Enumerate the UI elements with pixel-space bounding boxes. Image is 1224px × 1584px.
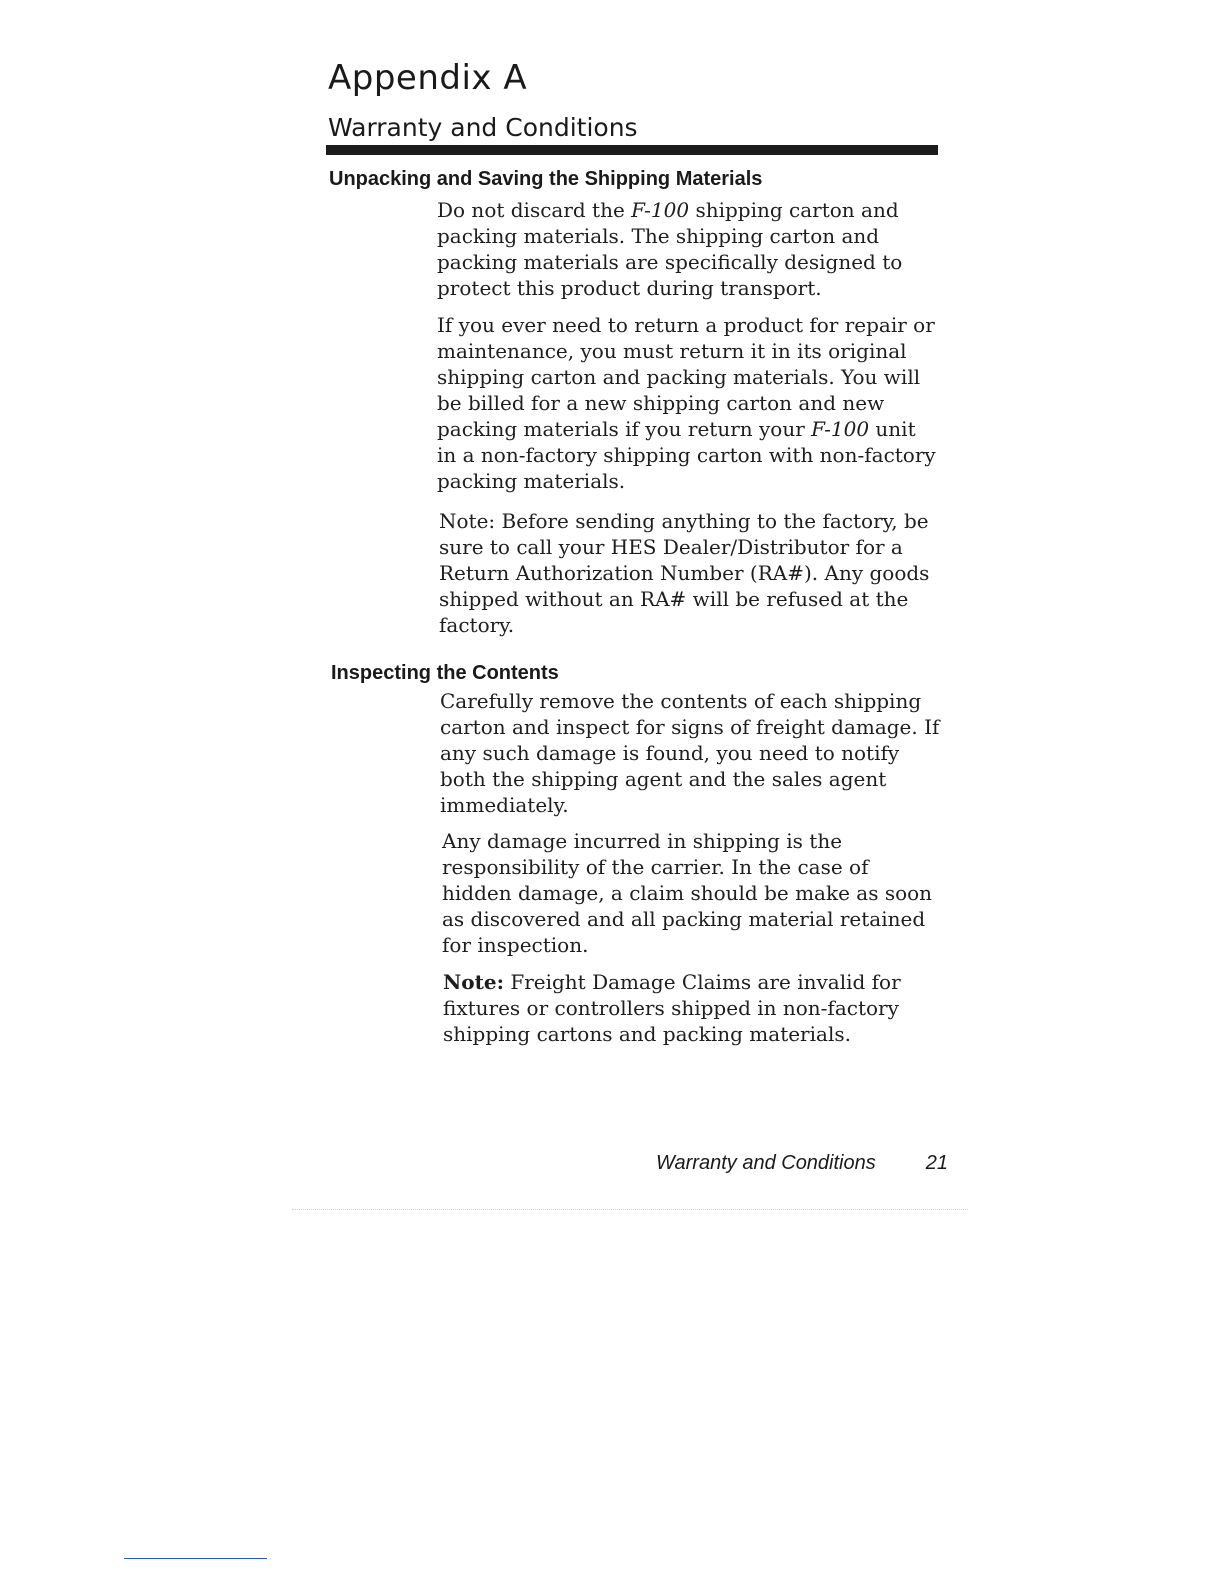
section-heading-inspecting: Inspecting the Contents <box>331 662 559 684</box>
paragraph-return <box>437 312 937 494</box>
paragraph-discard <box>437 197 937 301</box>
paragraph-text: Freight Damage Claims are invalid for fixtures or controllers shipped in non-factory shipping cartons and packing materials. <box>443 970 901 1046</box>
note-label: Note: <box>443 970 504 994</box>
title-rule <box>326 145 938 155</box>
product-name: F-100 <box>811 417 870 441</box>
paragraph-note-ra: Note: Before sending anything to the factory, be sure to call your HES Dealer/Distributor for a Return Authorization Number (RA#). Any goods shipped without an RA# will be refused at the factory. <box>439 509 930 637</box>
paragraph-note-claims <box>443 969 943 1047</box>
footer-divider <box>292 1209 968 1210</box>
paragraph-text: shipping carton and packing materials. The shipping carton and packing materials are specifically designed to protect this product during transport. <box>437 198 903 300</box>
paragraph-damage: Any damage incurred in shipping is the responsibility of the carrier. In the case of hidden damage, a claim should be make as soon as discovered and all packing material retained for inspection. <box>442 829 933 957</box>
appendix-title: Appendix A <box>328 58 528 98</box>
paragraph-text: unit in a non-factory shipping carton with non-factory packing materials. <box>437 417 936 493</box>
page-footer <box>656 1152 948 1175</box>
paragraph-text: If you ever need to return a product for repair or maintenance, you must return it in its original shipping carton and packing materials. You will be billed for a new shipping carton and new packing materials if you return your <box>437 313 935 441</box>
product-name: F-100 <box>631 198 690 222</box>
paragraph-inspect: Carefully remove the contents of each shipping carton and inspect for signs of freight damage. If any such damage is found, you need to notify both the shipping agent and the sales agent immediately. <box>440 689 940 817</box>
page-number: 21 <box>925 1152 948 1174</box>
paragraph-text: Do not discard the <box>437 198 632 222</box>
footer-section-name: Warranty and Conditions <box>656 1152 876 1174</box>
section-heading-unpacking: Unpacking and Saving the Shipping Materials <box>329 168 763 190</box>
bottom-divider <box>124 1558 267 1559</box>
chapter-title: Warranty and Conditions <box>328 113 638 142</box>
